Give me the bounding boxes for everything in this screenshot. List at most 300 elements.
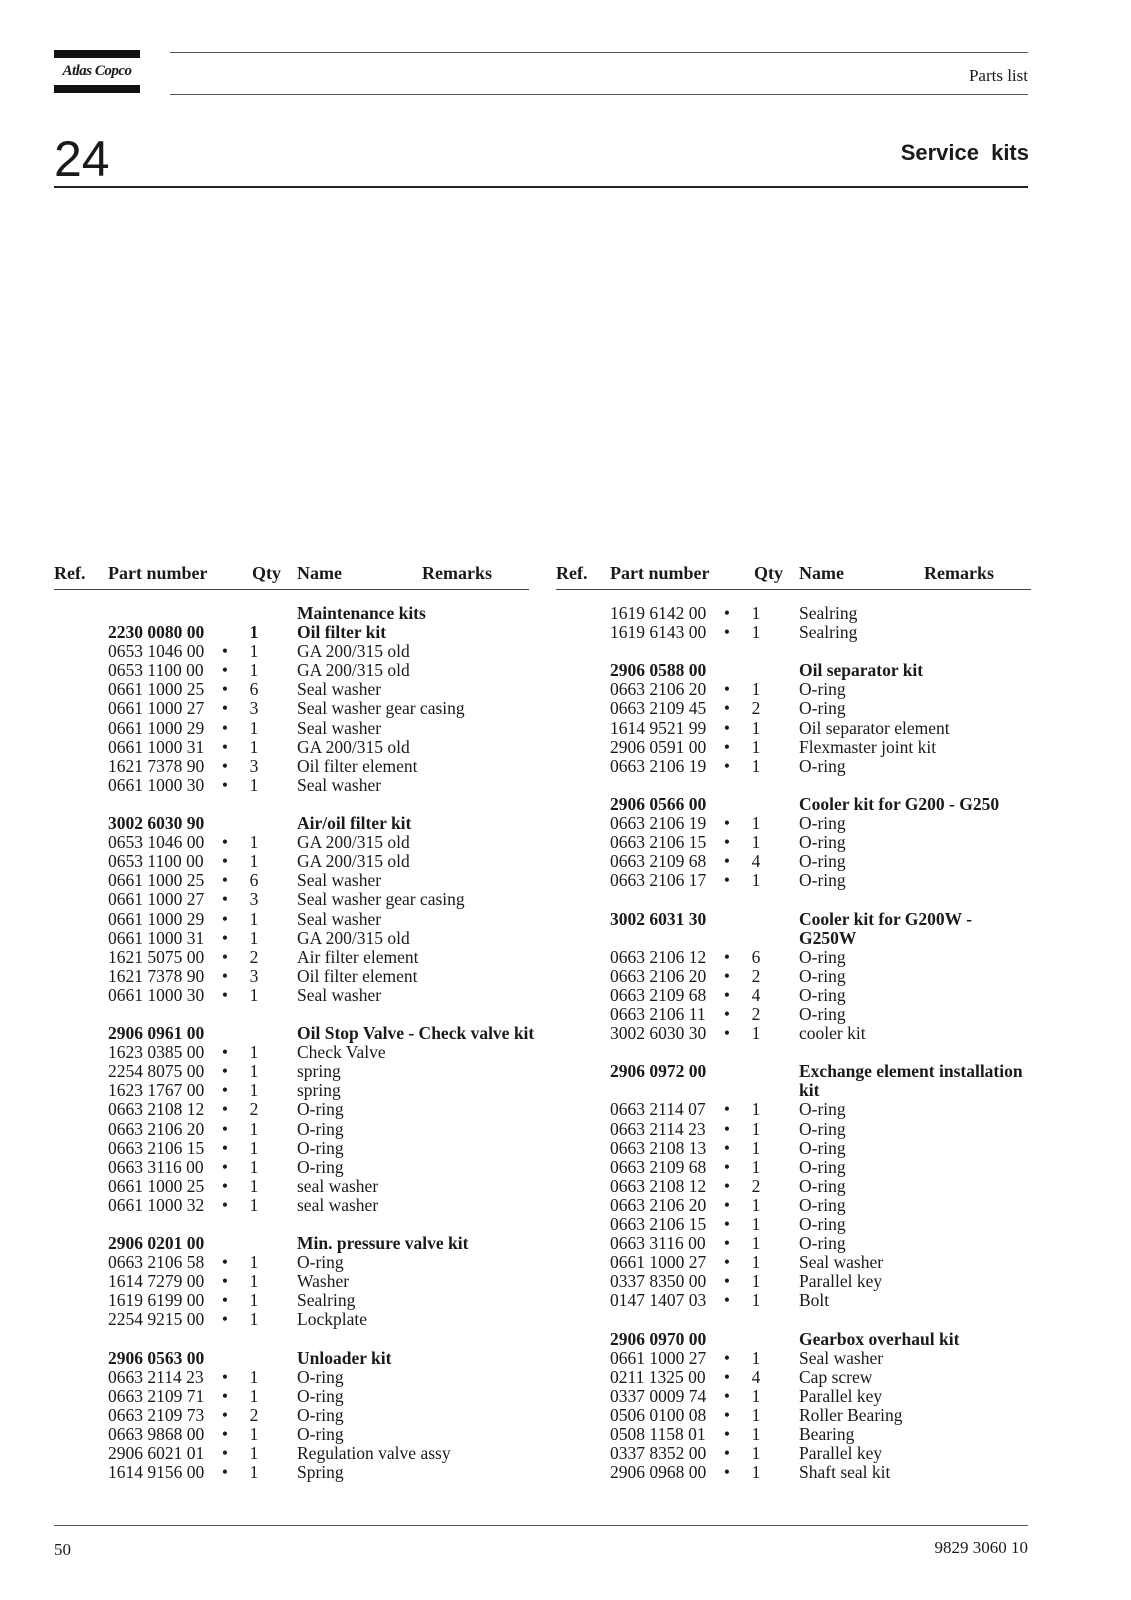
part-name: Parallel key — [799, 1271, 883, 1292]
bullet-icon: • — [723, 1366, 731, 1387]
bullet-icon: • — [221, 1385, 229, 1406]
quantity: 1 — [249, 927, 259, 948]
part-number: 0661 1000 30 — [108, 984, 205, 1005]
part-name: O-ring — [297, 1156, 344, 1177]
chapter-rule — [54, 186, 1028, 188]
bullet-icon: • — [723, 1271, 731, 1292]
quantity: 2 — [751, 1175, 761, 1196]
quantity: 1 — [751, 1156, 761, 1177]
quantity: 1 — [751, 1290, 761, 1311]
table-row — [556, 719, 1031, 738]
bullet-icon: • — [723, 851, 731, 872]
part-name: Exchange element installation — [799, 1061, 1023, 1082]
bullet-icon: • — [221, 1061, 229, 1082]
part-number: 0661 1000 32 — [108, 1194, 205, 1215]
table-row — [556, 1444, 1031, 1463]
part-number: 1619 6199 00 — [108, 1290, 205, 1311]
table-row — [556, 680, 1031, 699]
part-number: 0663 3116 00 — [610, 1233, 706, 1254]
quantity: 1 — [249, 908, 259, 929]
footer-rule — [54, 1525, 1028, 1526]
bullet-icon: • — [723, 603, 731, 623]
part-name: Seal washer — [799, 1252, 884, 1273]
kit-row — [54, 1234, 529, 1253]
quantity: 1 — [751, 1404, 761, 1425]
part-number: 0337 8350 00 — [610, 1271, 707, 1292]
part-number: 2906 0563 00 — [108, 1347, 205, 1368]
quantity: 2 — [751, 965, 761, 986]
part-name: G250W — [799, 927, 857, 948]
part-name: Maintenance kits — [297, 603, 426, 623]
table-row — [54, 699, 529, 718]
table-body — [54, 603, 535, 1483]
table-row — [54, 1463, 529, 1482]
table-row — [54, 986, 529, 1005]
quantity: 1 — [249, 1366, 259, 1387]
bullet-icon: • — [723, 1214, 731, 1234]
quantity: 1 — [249, 984, 259, 1005]
part-number: 0663 2108 12 — [610, 1175, 707, 1196]
bullet-icon: • — [221, 1194, 229, 1215]
bullet-icon: • — [723, 1194, 731, 1215]
bullet-icon: • — [221, 1462, 229, 1483]
bullet-icon: • — [221, 870, 229, 891]
part-number: 2254 8075 00 — [108, 1061, 205, 1082]
part-number: 0663 2109 68 — [610, 984, 707, 1005]
part-number: 0506 0100 08 — [610, 1404, 707, 1425]
part-name: O-ring — [297, 1366, 344, 1387]
part-number: 0663 2106 58 — [108, 1252, 205, 1273]
bullet-icon: • — [221, 660, 229, 681]
part-number: 0661 1000 29 — [108, 908, 205, 929]
bullet-icon: • — [221, 1271, 229, 1292]
table-row — [556, 986, 1031, 1005]
quantity: 3 — [249, 965, 259, 986]
quantity: 1 — [751, 736, 761, 757]
part-number: 0653 1046 00 — [108, 641, 205, 662]
bullet-icon: • — [221, 1366, 229, 1387]
part-name: O-ring — [799, 851, 846, 872]
table-row — [556, 1291, 1031, 1310]
quantity: 1 — [249, 1443, 259, 1464]
part-name: O-ring — [799, 1194, 846, 1215]
table-row — [556, 1100, 1031, 1119]
part-name: Seal washer — [297, 870, 382, 891]
part-name: Oil Stop Valve - Check valve kit — [297, 1023, 535, 1044]
table-row — [54, 1062, 529, 1081]
part-name: Lockplate — [297, 1309, 367, 1330]
part-number: 0661 1000 27 — [610, 1252, 707, 1273]
bullet-icon: • — [723, 1252, 731, 1273]
row-spacer — [556, 1310, 1031, 1329]
quantity: 1 — [751, 1233, 761, 1254]
table-row — [54, 1291, 529, 1310]
row-spacer — [556, 776, 1031, 795]
quantity: 1 — [249, 641, 259, 662]
part-number: 0663 2109 73 — [108, 1404, 205, 1425]
quantity: 6 — [249, 679, 259, 700]
quantity: 1 — [249, 660, 259, 681]
table-row — [556, 1253, 1031, 1272]
header-name: Name — [799, 563, 844, 583]
table-row — [54, 1444, 529, 1463]
bullet-icon: • — [221, 1175, 229, 1196]
table-row — [54, 1368, 529, 1387]
table-row — [54, 890, 529, 909]
part-number: 1623 0385 00 — [108, 1042, 205, 1063]
quantity: 1 — [751, 1462, 761, 1483]
bullet-icon: • — [221, 1156, 229, 1177]
table-row — [54, 948, 529, 967]
bullet-icon: • — [723, 736, 731, 757]
part-number: 2906 0961 00 — [108, 1023, 205, 1044]
part-name: O-ring — [799, 679, 846, 700]
part-number: 0661 1000 30 — [108, 774, 205, 795]
part-number: 0663 2106 17 — [610, 870, 707, 891]
table-row — [54, 1425, 529, 1444]
part-name: Parallel key — [799, 1443, 883, 1464]
part-name: Seal washer — [297, 679, 382, 700]
quantity: 6 — [751, 946, 761, 967]
header-rule-bottom — [170, 94, 1028, 95]
part-name: O-ring — [799, 832, 846, 853]
part-number: 0147 1407 03 — [610, 1290, 707, 1311]
table-row — [54, 1406, 529, 1425]
bullet-icon: • — [723, 1003, 731, 1024]
part-name: GA 200/315 old — [297, 660, 410, 681]
table-row — [556, 1158, 1031, 1177]
quantity: 2 — [249, 1099, 259, 1120]
logo-bar-bottom — [54, 85, 140, 93]
row-spacer — [556, 890, 1031, 909]
quantity: 1 — [249, 622, 259, 643]
quantity: 1 — [751, 717, 761, 738]
part-name: O-ring — [297, 1252, 344, 1273]
bullet-icon: • — [723, 1233, 731, 1254]
part-number: 2906 0566 00 — [610, 793, 707, 814]
quantity: 1 — [751, 1424, 761, 1445]
part-name: Seal washer gear casing — [297, 889, 465, 910]
document-type: Parts list — [968, 66, 1028, 85]
table-row — [54, 1158, 529, 1177]
bullet-icon: • — [723, 698, 731, 719]
part-number: 0661 1000 27 — [108, 698, 205, 719]
table-row — [556, 757, 1031, 776]
bullet-icon: • — [221, 774, 229, 795]
bullet-icon: • — [723, 1347, 731, 1368]
part-number: 1619 6142 00 — [610, 603, 707, 623]
header-qty: Qty — [252, 563, 281, 583]
part-name: GA 200/315 old — [297, 641, 410, 662]
quantity: 1 — [751, 1118, 761, 1139]
row-spacer — [54, 1330, 529, 1349]
part-number: 0663 2109 68 — [610, 851, 707, 872]
quantity: 2 — [751, 1003, 761, 1024]
table-row — [54, 1253, 529, 1272]
table-row — [54, 910, 529, 929]
part-name: O-ring — [297, 1385, 344, 1406]
bullet-icon: • — [723, 965, 731, 986]
quantity: 3 — [249, 755, 259, 776]
part-number: 0211 1325 00 — [610, 1366, 706, 1387]
table-row — [54, 1387, 529, 1406]
part-number: 1614 7279 00 — [108, 1271, 205, 1292]
table-row — [556, 1177, 1031, 1196]
heading-row — [556, 929, 1031, 948]
part-number: 2906 0201 00 — [108, 1233, 205, 1254]
bullet-icon: • — [221, 908, 229, 929]
bullet-icon: • — [723, 1443, 731, 1464]
part-number: 0663 2108 13 — [610, 1137, 707, 1158]
row-spacer — [54, 1005, 529, 1024]
quantity: 1 — [249, 1462, 259, 1483]
bullet-icon: • — [221, 1042, 229, 1063]
bullet-icon: • — [221, 1443, 229, 1464]
part-number: 1623 1767 00 — [108, 1080, 205, 1101]
quantity: 1 — [249, 774, 259, 795]
kit-row — [556, 661, 1031, 680]
bullet-icon: • — [221, 965, 229, 986]
part-name: GA 200/315 old — [297, 851, 410, 872]
quantity: 1 — [751, 1271, 761, 1292]
kit-row — [556, 795, 1031, 814]
table-row — [54, 1310, 529, 1329]
part-number: 0661 1000 27 — [108, 889, 205, 910]
quantity: 1 — [751, 813, 761, 834]
row-spacer — [54, 1215, 529, 1234]
part-number: 0653 1100 00 — [108, 851, 204, 872]
bullet-icon: • — [221, 1290, 229, 1311]
part-name: Bearing — [799, 1424, 855, 1445]
parts-table-left — [54, 563, 535, 1483]
table-row — [54, 661, 529, 680]
part-number: 0663 9868 00 — [108, 1424, 205, 1445]
part-number: 2906 0588 00 — [610, 660, 707, 681]
quantity: 1 — [249, 1309, 259, 1330]
atlas-copco-logo — [54, 50, 140, 94]
bullet-icon: • — [723, 717, 731, 738]
part-number: 1621 5075 00 — [108, 946, 205, 967]
part-number: 0663 2106 19 — [610, 813, 707, 834]
part-number: 2906 0591 00 — [610, 736, 707, 757]
part-name: seal washer — [297, 1194, 379, 1215]
quantity: 1 — [751, 1194, 761, 1215]
part-number: 0508 1158 01 — [610, 1424, 706, 1445]
part-number: 1614 9156 00 — [108, 1462, 205, 1483]
part-name: Roller Bearing — [799, 1404, 903, 1425]
bullet-icon: • — [221, 698, 229, 719]
bullet-icon: • — [221, 889, 229, 910]
quantity: 2 — [249, 946, 259, 967]
bullet-icon: • — [221, 1309, 229, 1330]
part-number: 0661 1000 31 — [108, 927, 205, 948]
bullet-icon: • — [723, 984, 731, 1005]
part-name: Regulation valve assy — [297, 1443, 451, 1464]
part-number: 2906 0972 00 — [610, 1061, 707, 1082]
part-number: 0653 1100 00 — [108, 660, 204, 681]
table-row — [556, 1387, 1031, 1406]
bullet-icon: • — [221, 679, 229, 700]
part-name: O-ring — [799, 1175, 846, 1196]
kit-row — [54, 623, 529, 642]
part-name: Check Valve — [297, 1042, 386, 1063]
table-row — [556, 1120, 1031, 1139]
part-name: O-ring — [799, 813, 846, 834]
quantity: 6 — [249, 870, 259, 891]
header-ref: Ref. — [54, 563, 86, 583]
part-name: O-ring — [799, 1137, 846, 1158]
quantity: 1 — [249, 1271, 259, 1292]
part-name: Sealring — [799, 603, 858, 623]
quantity: 1 — [249, 1137, 259, 1158]
bullet-icon: • — [221, 641, 229, 662]
table-row — [556, 1024, 1031, 1043]
part-name: O-ring — [799, 870, 846, 891]
header-part-number: Part number — [108, 563, 208, 583]
part-name: O-ring — [297, 1404, 344, 1425]
part-name: Shaft seal kit — [799, 1462, 891, 1483]
bullet-icon: • — [723, 1175, 731, 1196]
part-name: O-ring — [297, 1424, 344, 1445]
kit-row — [556, 1062, 1031, 1081]
part-name: Seal washer — [297, 984, 382, 1005]
quantity: 1 — [249, 1424, 259, 1445]
part-name: Washer — [297, 1271, 350, 1292]
part-number: 0663 2106 20 — [108, 1118, 205, 1139]
quantity: 1 — [751, 622, 761, 643]
logo-text: Atlas Copco — [62, 63, 132, 79]
heading-row — [556, 1081, 1031, 1100]
part-number: 0653 1046 00 — [108, 832, 205, 853]
table-row — [54, 776, 529, 795]
document-number: 9829 3060 10 — [934, 1538, 1028, 1557]
part-number: 3002 6030 90 — [108, 813, 205, 834]
part-name: O-ring — [799, 946, 846, 967]
part-name: seal washer — [297, 1175, 379, 1196]
part-name: spring — [297, 1061, 341, 1082]
quantity: 1 — [751, 1023, 761, 1044]
bullet-icon: • — [221, 851, 229, 872]
table-row — [556, 1005, 1031, 1024]
part-name: Sealring — [297, 1290, 356, 1311]
quantity: 1 — [751, 1347, 761, 1368]
bullet-icon: • — [221, 755, 229, 776]
table-row — [54, 719, 529, 738]
table-row — [556, 833, 1031, 852]
part-number: 0663 2109 68 — [610, 1156, 707, 1177]
bullet-icon: • — [723, 813, 731, 834]
part-name: O-ring — [799, 984, 846, 1005]
table-row — [556, 623, 1031, 642]
part-name: GA 200/315 old — [297, 832, 410, 853]
table-row — [556, 1139, 1031, 1158]
part-number: 0663 2114 23 — [108, 1366, 204, 1387]
part-number: 0661 1000 25 — [108, 679, 205, 700]
part-name: spring — [297, 1080, 341, 1101]
part-number: 0663 2106 15 — [610, 832, 707, 853]
table-row — [556, 1406, 1031, 1425]
table-body — [556, 604, 1031, 1482]
bullet-icon: • — [723, 832, 731, 853]
quantity: 1 — [751, 832, 761, 853]
part-name: O-ring — [799, 1214, 846, 1234]
quantity: 1 — [751, 1252, 761, 1273]
quantity: 4 — [751, 1366, 761, 1387]
bullet-icon: • — [723, 1118, 731, 1139]
part-name: O-ring — [799, 1003, 846, 1024]
quantity: 1 — [751, 1099, 761, 1120]
bullet-icon: • — [221, 1404, 229, 1425]
quantity: 1 — [249, 1061, 259, 1082]
part-name: Seal washer — [297, 774, 382, 795]
part-number: 1621 7378 90 — [108, 965, 205, 986]
part-number: 2906 6021 01 — [108, 1443, 205, 1464]
part-number: 1619 6143 00 — [610, 622, 707, 643]
bullet-icon: • — [723, 1137, 731, 1158]
table-row — [54, 967, 529, 986]
quantity: 1 — [249, 1080, 259, 1101]
header-qty: Qty — [754, 563, 783, 583]
bullet-icon: • — [723, 1385, 731, 1406]
quantity: 1 — [249, 736, 259, 757]
part-number: 2906 0968 00 — [610, 1462, 707, 1483]
quantity: 1 — [751, 1214, 761, 1234]
heading-row — [54, 604, 529, 623]
bullet-icon: • — [221, 1252, 229, 1273]
table-row — [54, 1139, 529, 1158]
part-number: 0663 2106 11 — [610, 1003, 706, 1024]
quantity: 1 — [249, 1385, 259, 1406]
bullet-icon: • — [723, 1023, 731, 1044]
part-name: GA 200/315 old — [297, 736, 410, 757]
part-number: 0663 2106 19 — [610, 755, 707, 776]
part-name: Oil separator element — [799, 717, 950, 738]
table-row — [54, 680, 529, 699]
part-name: Bolt — [799, 1290, 830, 1311]
part-name: O-ring — [799, 1118, 846, 1139]
part-number: 0661 1000 29 — [108, 717, 205, 738]
quantity: 1 — [249, 1194, 259, 1215]
kit-row — [54, 814, 529, 833]
table-row — [556, 814, 1031, 833]
table-row — [54, 1120, 529, 1139]
part-name: Flexmaster joint kit — [799, 736, 937, 757]
row-spacer — [556, 1043, 1031, 1062]
table-row — [556, 738, 1031, 757]
quantity: 1 — [751, 603, 761, 623]
part-number: 0663 2109 71 — [108, 1385, 205, 1406]
part-name: O-ring — [297, 1118, 344, 1139]
table-row — [556, 604, 1031, 623]
table-row — [556, 1234, 1031, 1253]
part-number: 0663 2106 20 — [610, 1194, 707, 1215]
part-name: Oil filter element — [297, 755, 418, 776]
parts-table-right — [556, 563, 1031, 1482]
header-remarks: Remarks — [422, 563, 492, 583]
table-row — [556, 871, 1031, 890]
part-number: 3002 6031 30 — [610, 908, 707, 929]
bullet-icon: • — [723, 1462, 731, 1483]
quantity: 1 — [249, 1175, 259, 1196]
part-name: Cap screw — [799, 1366, 873, 1387]
quantity: 2 — [249, 1404, 259, 1425]
bullet-icon: • — [221, 832, 229, 853]
bullet-icon: • — [723, 870, 731, 891]
table-row — [54, 738, 529, 757]
part-number: 0663 2106 12 — [610, 946, 707, 967]
bullet-icon: • — [723, 1156, 731, 1177]
part-number: 0663 3116 00 — [108, 1156, 204, 1177]
